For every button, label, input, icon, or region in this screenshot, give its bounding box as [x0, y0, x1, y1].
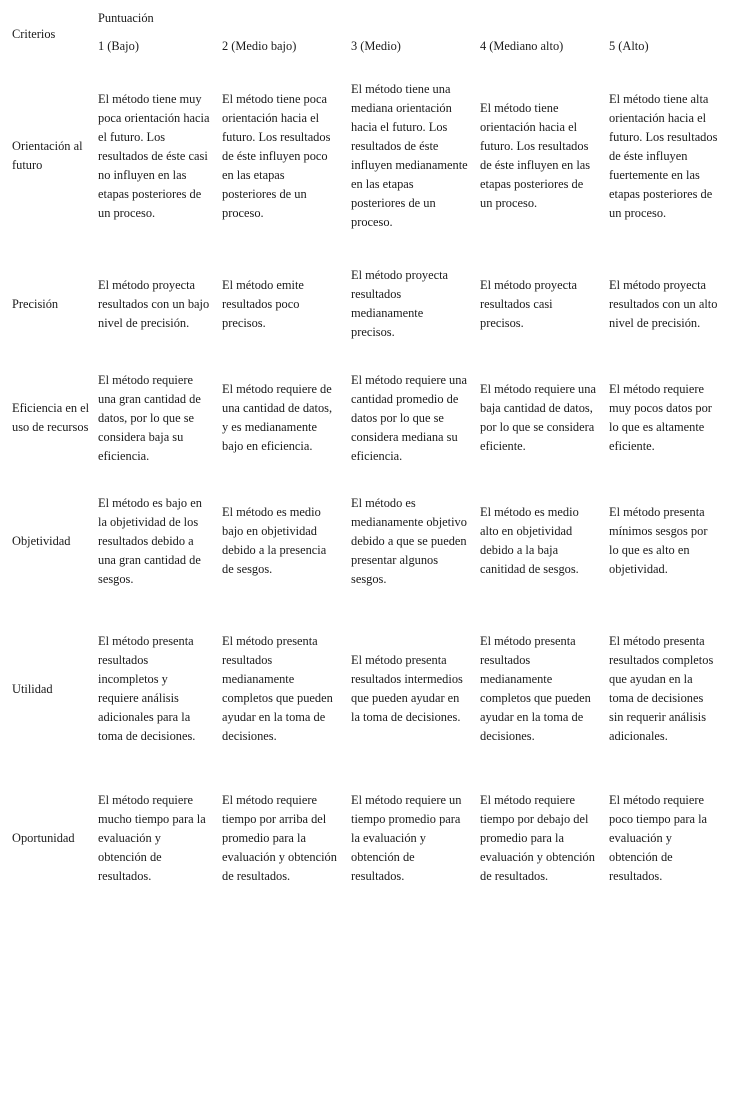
table-cell: El método requiere una gran cantidad de datos, por lo que se considera baja su eficiencia.	[98, 372, 201, 463]
table-cell: El método requiere una baja cantidad de datos, por lo que se considera eficiente.	[480, 382, 596, 453]
table-cell: El método requiere poco tiempo para la evaluación y obtención de resultados.	[609, 792, 708, 883]
header-row-2	[6, 29, 724, 61]
level-header-4: 4 (Mediano alto)	[480, 38, 564, 53]
table-cell: El método tiene muy poca orientación hacia el futuro. Los resultados de éste casi no influyen en las etapas posteriores de un proceso.	[98, 91, 210, 220]
criteria-header: Criterios	[12, 27, 56, 41]
table-cell: El método tiene una mediana orientación hacia el futuro. Los resultados de éste influyen medianamente en las etapas posteriores de un proceso.	[351, 82, 468, 229]
table-cell: El método presenta resultados medianamente completos que pueden ayudar en la toma de decisiones.	[480, 634, 591, 743]
level-header-2: 2 (Medio bajo)	[222, 38, 297, 53]
table-cell: El método es medio alto en objetividad debido a la baja canitidad de sesgos.	[480, 505, 579, 576]
table-row	[6, 61, 724, 251]
criterion-label: Utilidad	[12, 681, 53, 696]
table-cell: El método proyecta resultados medianamente precisos.	[351, 268, 449, 339]
table-row	[6, 603, 724, 775]
table-cell: El método requiere un tiempo promedio para la evaluación y obtención de resultados.	[351, 792, 462, 883]
table-cell: El método presenta resultados medianamente completos que pueden ayudar en la toma de decisiones.	[222, 634, 333, 743]
table-row	[6, 251, 724, 357]
table-cell: El método requiere tiempo por arriba del promedio para la evaluación y obtención de resultados.	[222, 792, 337, 883]
criteria-table	[6, 6, 724, 901]
table-row	[6, 357, 724, 479]
table-row	[6, 775, 724, 901]
level-header-3: 3 (Medio)	[351, 38, 401, 53]
table-cell: El método presenta resultados incompletos y requiere análisis adicionales para la toma de decisiones.	[98, 634, 196, 743]
criterion-label: Precisión	[12, 296, 59, 311]
table-cell: El método requiere muy pocos datos por lo que es altamente eficiente.	[609, 382, 712, 453]
table-cell: El método tiene orientación hacia el futuro. Los resultados de éste influyen en las etapas posteriores de un proceso.	[480, 101, 591, 210]
table-cell: El método es bajo en la objetividad de los resultados debido a una gran cantidad de sesgos.	[98, 495, 202, 586]
table-cell: El método proyecta resultados con un bajo nivel de precisión.	[98, 277, 210, 330]
level-header-5: 5 (Alto)	[609, 38, 649, 53]
criterion-label: Objetividad	[12, 533, 71, 548]
header-row-1	[6, 6, 724, 29]
table-cell: El método presenta resultados completos que ayudan en la toma de decisiones sin requerir análisis adicionales.	[609, 634, 714, 743]
criterion-label: Orientación al futuro	[12, 139, 83, 172]
table-cell: El método requiere de una cantidad de datos, y es medianamente bajo en eficiencia.	[222, 382, 333, 453]
criterion-label: Eficiencia en el uso de recursos	[12, 401, 90, 434]
table-cell: El método requiere tiempo por debajo del promedio para la evaluación y obtención de resultados.	[480, 792, 595, 883]
table-cell: El método presenta mínimos sesgos por lo que es alto en objetividad.	[609, 505, 708, 576]
table-cell: El método es medianamente objetivo debido a que se pueden presentar algunos sesgos.	[351, 495, 467, 586]
table-cell: El método presenta resultados intermedios que pueden ayudar en la toma de decisiones.	[351, 653, 463, 724]
criterion-label: Oportunidad	[12, 830, 75, 845]
table-cell: El método tiene alta orientación hacia el futuro. Los resultados de éste influyen fuertemente en las etapas posteriores de un proceso.	[609, 91, 718, 220]
table-row	[6, 479, 724, 603]
table-cell: El método emite resultados poco precisos.	[222, 277, 304, 330]
score-header: Puntuación	[98, 11, 154, 25]
table-cell: El método es medio bajo en objetividad debido a la presencia de sesgos.	[222, 505, 327, 576]
table-cell: El método proyecta resultados con un alto nivel de precisión.	[609, 277, 718, 330]
table-cell: El método tiene poca orientación hacia el futuro. Los resultados de éste influyen poco en las etapas posteriores de un proceso.	[222, 91, 331, 220]
level-header-1: 1 (Bajo)	[98, 38, 139, 53]
table-cell: El método requiere una cantidad promedio de datos por lo que se considera mediana su eficiencia.	[351, 372, 467, 463]
table-cell: El método proyecta resultados casi precisos.	[480, 277, 578, 330]
table-cell: El método requiere mucho tiempo para la evaluación y obtención de resultados.	[98, 792, 206, 883]
